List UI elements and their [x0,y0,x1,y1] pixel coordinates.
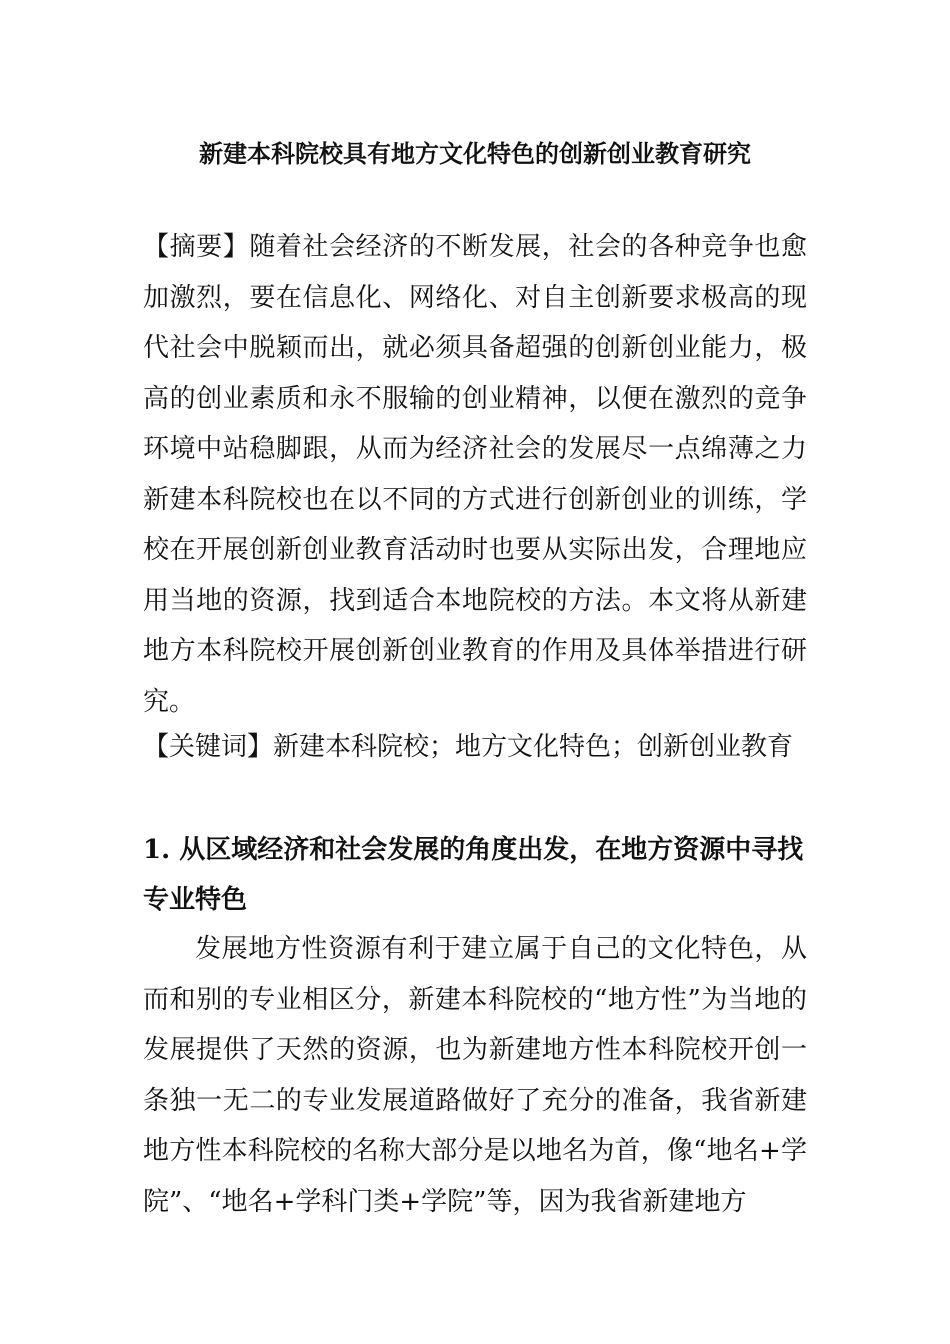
paper-title: 新建本科院校具有地方文化特色的创新创业教育研究 [199,139,751,168]
abstract-text: 随着社会经济的不断发展，社会的各种竞争也愈加激烈，要在信息化、网络化、对自主创新要求极高的现代社会中脱颖而出，就必须具备超强的创新创业能力，极高的创业素质和永不服输的创业精神，以便在激烈的竞争环境中站稳脚跟，从而为经济社会的发展尽一点绵薄之力新建本科院校也在以不同的方式进行创新创业的训练，学校在开展创新创业教育活动时也要从实际出发，合理地应用当地的资源，找到适合本地院校的方法。本文将从新建地方本科院校开展创新创业教育的作用及具体举措进行研究。 [143,232,807,717]
section-heading: 1. 从区域经济和社会发展的角度出发，在地方资源中寻找专业特色 [143,835,804,915]
abstract-block [143,222,807,727]
keywords-block [143,722,807,772]
abstract-label: 【摘要】 [143,232,250,262]
keywords-label: 【关键词】 [143,732,274,762]
keywords-text: 新建本科院校；地方文化特色；创新创业教育 [273,732,794,762]
body-paragraph: 发展地方性资源有利于建立属于自己的文化特色，从而和别的专业相区分，新建本科院校的“地方性”为当地的发展提供了天然的资源，也为新建地方性本科院校开创一条独一无二的专业发展道路做好了充分的准备，我省新建地方性本科院校的名称大部分是以地名为首，像“地名+学院”、“地名+学科门类+学院”等，因为我省新建地方 [143,934,807,1217]
